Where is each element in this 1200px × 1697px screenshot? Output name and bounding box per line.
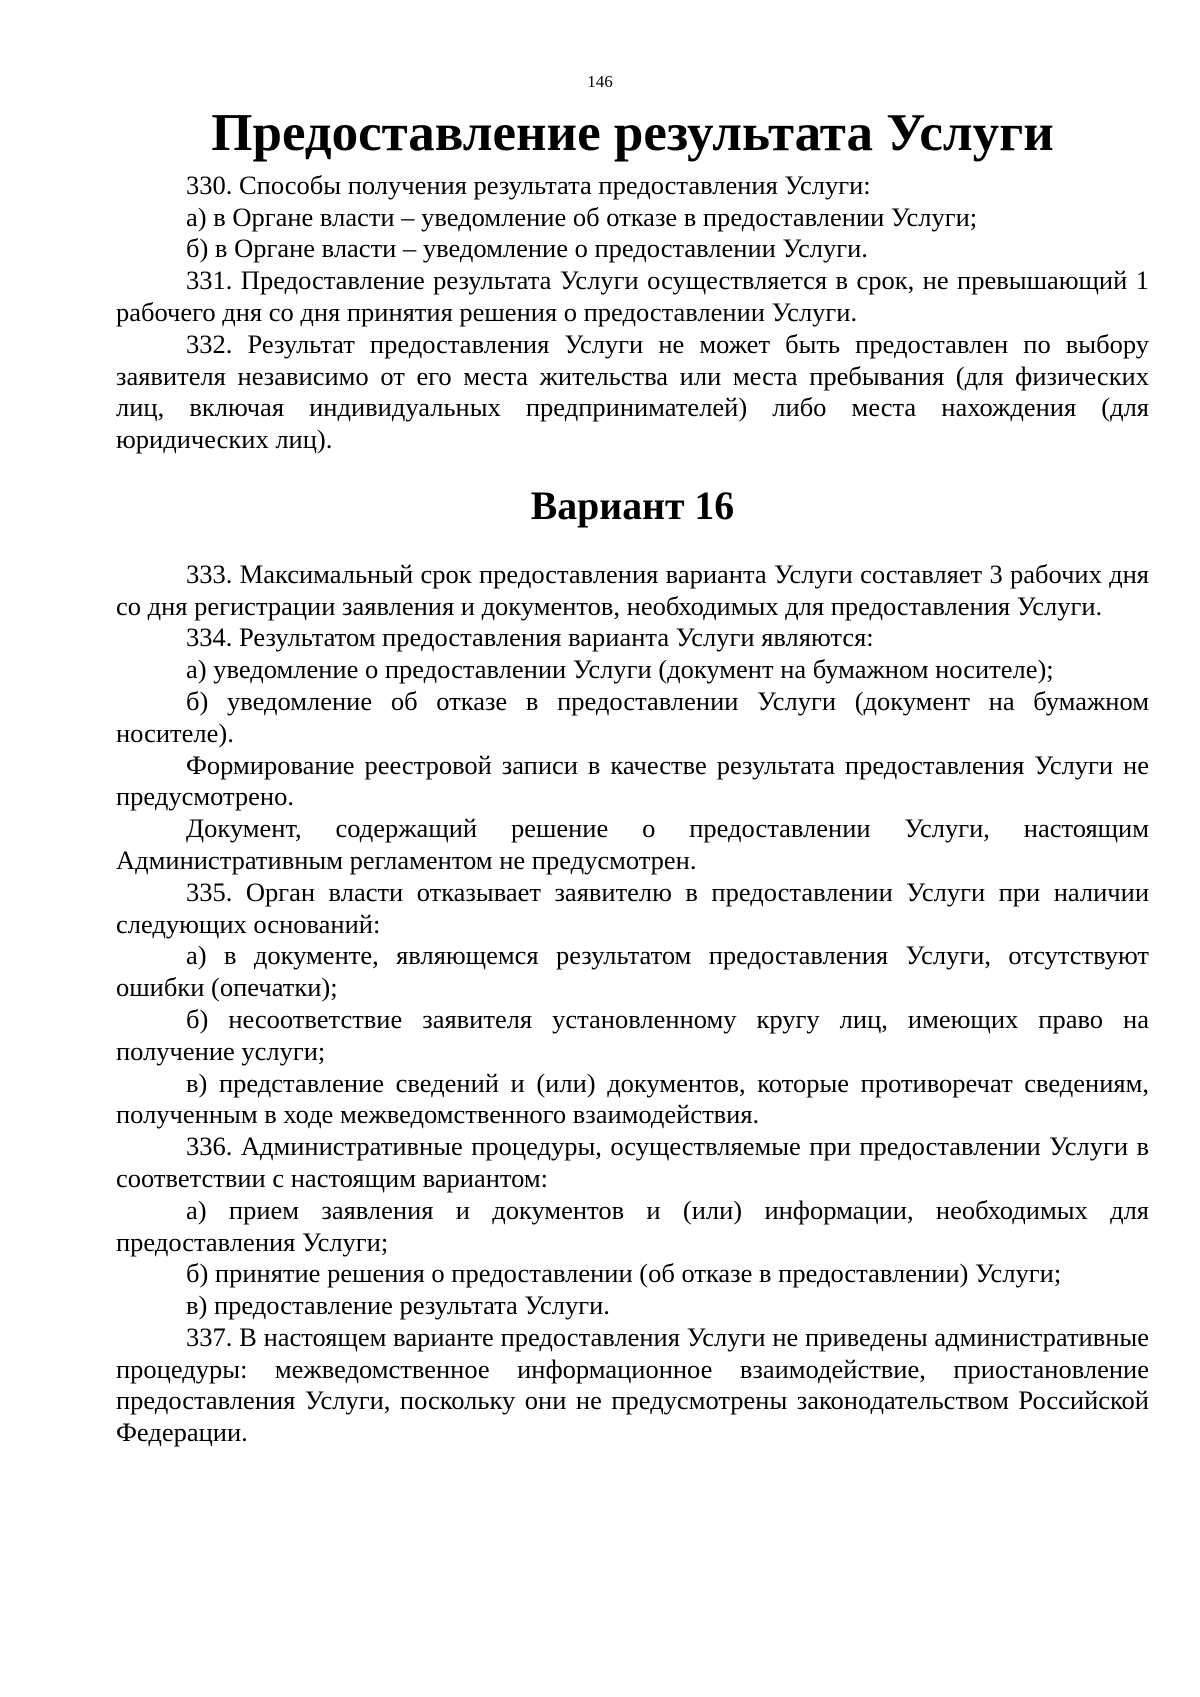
paragraph-336-v: в) предоставление результата Услуги. xyxy=(186,1290,610,1321)
paragraph-335-v: в) представление сведений и (или) документов, которые противоречат сведениям, полученным в ходе межведомственного взаимодействия. xyxy=(116,1067,1149,1130)
paragraph-330: 330. Способы получения результата предоставления Услуги: xyxy=(186,169,871,200)
paragraph-336: 336. Административные процедуры, осуществляемые при предоставлении Услуги в соответствии с настоящим вариантом: xyxy=(116,1131,1149,1193)
paragraph-334-a: а) уведомление о предоставлении Услуги (документ на бумажном носителе); xyxy=(186,654,1054,685)
paragraph-336-b: б) принятие решения о предоставлении (об отказе в предоставлении) Услуги; xyxy=(186,1258,1062,1289)
paragraph-registry-record: Формирование реестровой записи в качестве результата предоставления Услуги не предусмотрено. xyxy=(116,749,1149,812)
paragraph-335: 335. Орган власти отказывает заявителю в предоставлении Услуги при наличии следующих оснований: xyxy=(116,876,1149,939)
page-number: 146 xyxy=(587,72,613,91)
document-body xyxy=(116,104,1149,1449)
section-heading-variant-16: Вариант 16 xyxy=(530,483,735,528)
paragraph-337: 337. В настоящем варианте предоставления Услуги не приведены административные процедуры: межведомственное информационное взаимодействие, приостановление предоставления Услуги, поскольку они не предусмотрены законодательством Российской Федерации. xyxy=(116,1321,1149,1448)
section-heading-result: Предоставление результата Услуги xyxy=(211,104,1054,162)
paragraph-332: 332. Результат предоставления Услуги не может быть предоставлен по выбору заявителя независимо от его места жительства или места пребывания (для физических лиц, включая индивидуальных предпринимателей) либо места нахождения (для юридических лиц). xyxy=(116,328,1149,455)
paragraph-330-a: а) в Органе власти – уведомление об отказе в предоставлении Услуги; xyxy=(186,201,978,232)
paragraph-331: 331. Предоставление результата Услуги осуществляется в срок, не превышающий 1 рабочего дня со дня принятия решения о предоставлении Услуги. xyxy=(116,265,1149,327)
paragraph-335-b: б) несоответствие заявителя установленному кругу лиц, имеющих право на получение услуги; xyxy=(116,1003,1149,1066)
paragraph-decision-document: Документ, содержащий решение о предоставлении Услуги, настоящим Административным регламентом не предусмотрен. xyxy=(116,813,1149,875)
paragraph-330-b: б) в Органе власти – уведомление о предоставлении Услуги. xyxy=(186,233,868,264)
paragraph-336-a: а) прием заявления и документов и (или) информации, необходимых для предоставления Услуги; xyxy=(116,1194,1149,1257)
paragraph-333: 333. Максимальный срок предоставления варианта Услуги составляет 3 рабочих дня со дня регистрации заявления и документов, необходимых для предоставления Услуги. xyxy=(116,558,1149,621)
paragraph-334-b: б) уведомление об отказе в предоставлении Услуги (документ на бумажном носителе). xyxy=(116,685,1149,748)
paragraph-335-a: а) в документе, являющемся результатом предоставления Услуги, отсутствуют ошибки (опечатки); xyxy=(116,940,1149,1003)
paragraph-334: 334. Результатом предоставления варианта Услуги являются: xyxy=(186,622,874,653)
